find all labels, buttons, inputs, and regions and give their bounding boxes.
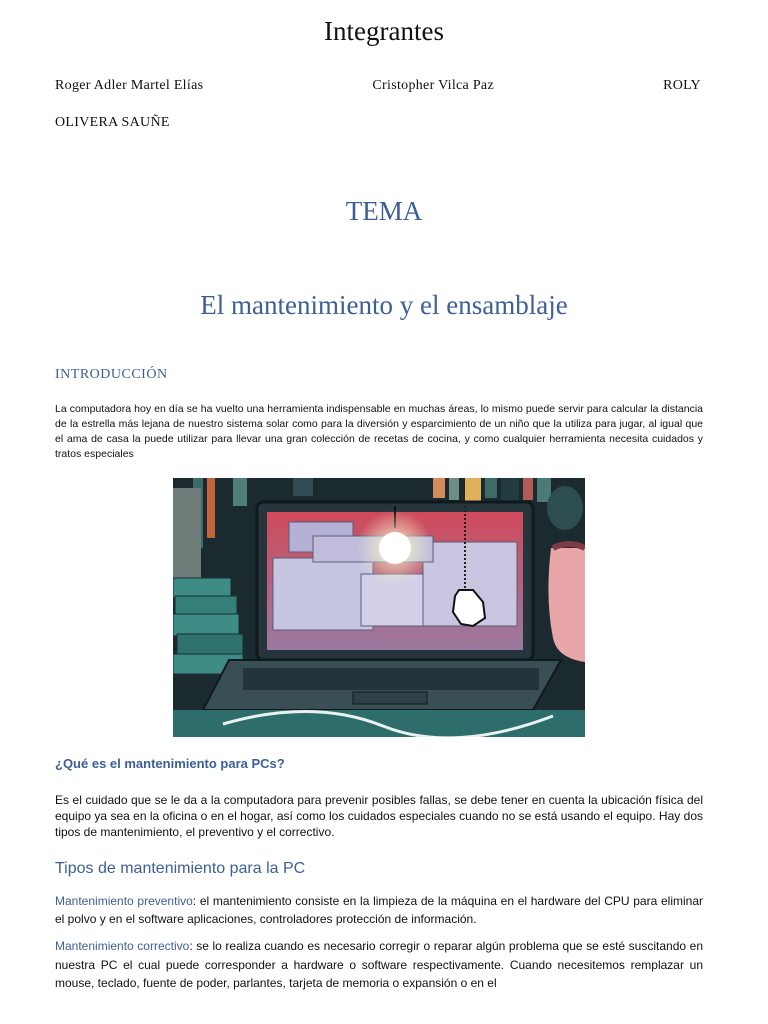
preventive-term: Mantenimiento preventivo [55, 894, 193, 908]
vase [547, 486, 585, 662]
introduction-paragraph: La computadora hoy en día se ha vuelto una herramienta indispensable en muchas áreas, lo mismo puede servir para calcular la distancia de la estrella más lejana de nuestro sistema solar como para la diversión y esparcimiento de un niño que la utiliza para jugar, al igual que el ama de casa la puede utilizar para llevar una gran colección de recetas de cocina, y como cualquier herramienta necesita cuidados y tratos especiales [55, 403, 703, 460]
maintenance-types-heading: Tipos de mantenimiento para la PC [55, 860, 306, 877]
what-is-maintenance-heading: ¿Qué es el mantenimiento para PCs? [55, 756, 285, 771]
members-list [55, 78, 701, 131]
corrective-term: Mantenimiento correctivo [55, 939, 190, 953]
what-is-maintenance-paragraph: Es el cuidado que se le da a la computadora para prevenir posibles fallas, se debe tener en cuenta la ubicación física del equipo ya sea en la oficina o en el hogar, así como los cuidados especiales cuando no se está usando el equipo. Hay dos tipos de mantenimiento, el preventivo y el correctivo. [55, 793, 703, 839]
member-name-2: Cristopher Vilca Paz [372, 78, 494, 93]
corrective-paragraph [55, 937, 703, 993]
laptop-illustration [173, 478, 585, 737]
corrective-text: : se lo realiza cuando es necesario corregir o reparar algún problema que se esté suscitando en nuestra PC el cual puede corresponder a hardware o software respectivamente. Cuando necesitemos remplazar un mouse, teclado, fuente de poder, parlantes, tarjeta de memoria o expansión o en el [55, 939, 703, 990]
members-row [55, 78, 701, 94]
topic-title: El mantenimiento y el ensamblaje [200, 290, 568, 320]
member-name-1: Roger Adler Martel Elías [55, 78, 204, 93]
tema-heading: TEMA [345, 196, 423, 226]
preventive-paragraph [55, 892, 703, 928]
introduction-heading: INTRODUCCIÓN [55, 367, 168, 382]
preventive-text: : el mantenimiento consiste en la limpieza de la máquina en el hardware del CPU para eliminar el polvo y en el software aplicaciones, controladores protección de información. [55, 894, 703, 926]
member-name-3-first: ROLY [663, 78, 701, 93]
document-title: Integrantes [324, 16, 444, 46]
member-name-3-last: OLIVERA SAUÑE [55, 115, 170, 130]
